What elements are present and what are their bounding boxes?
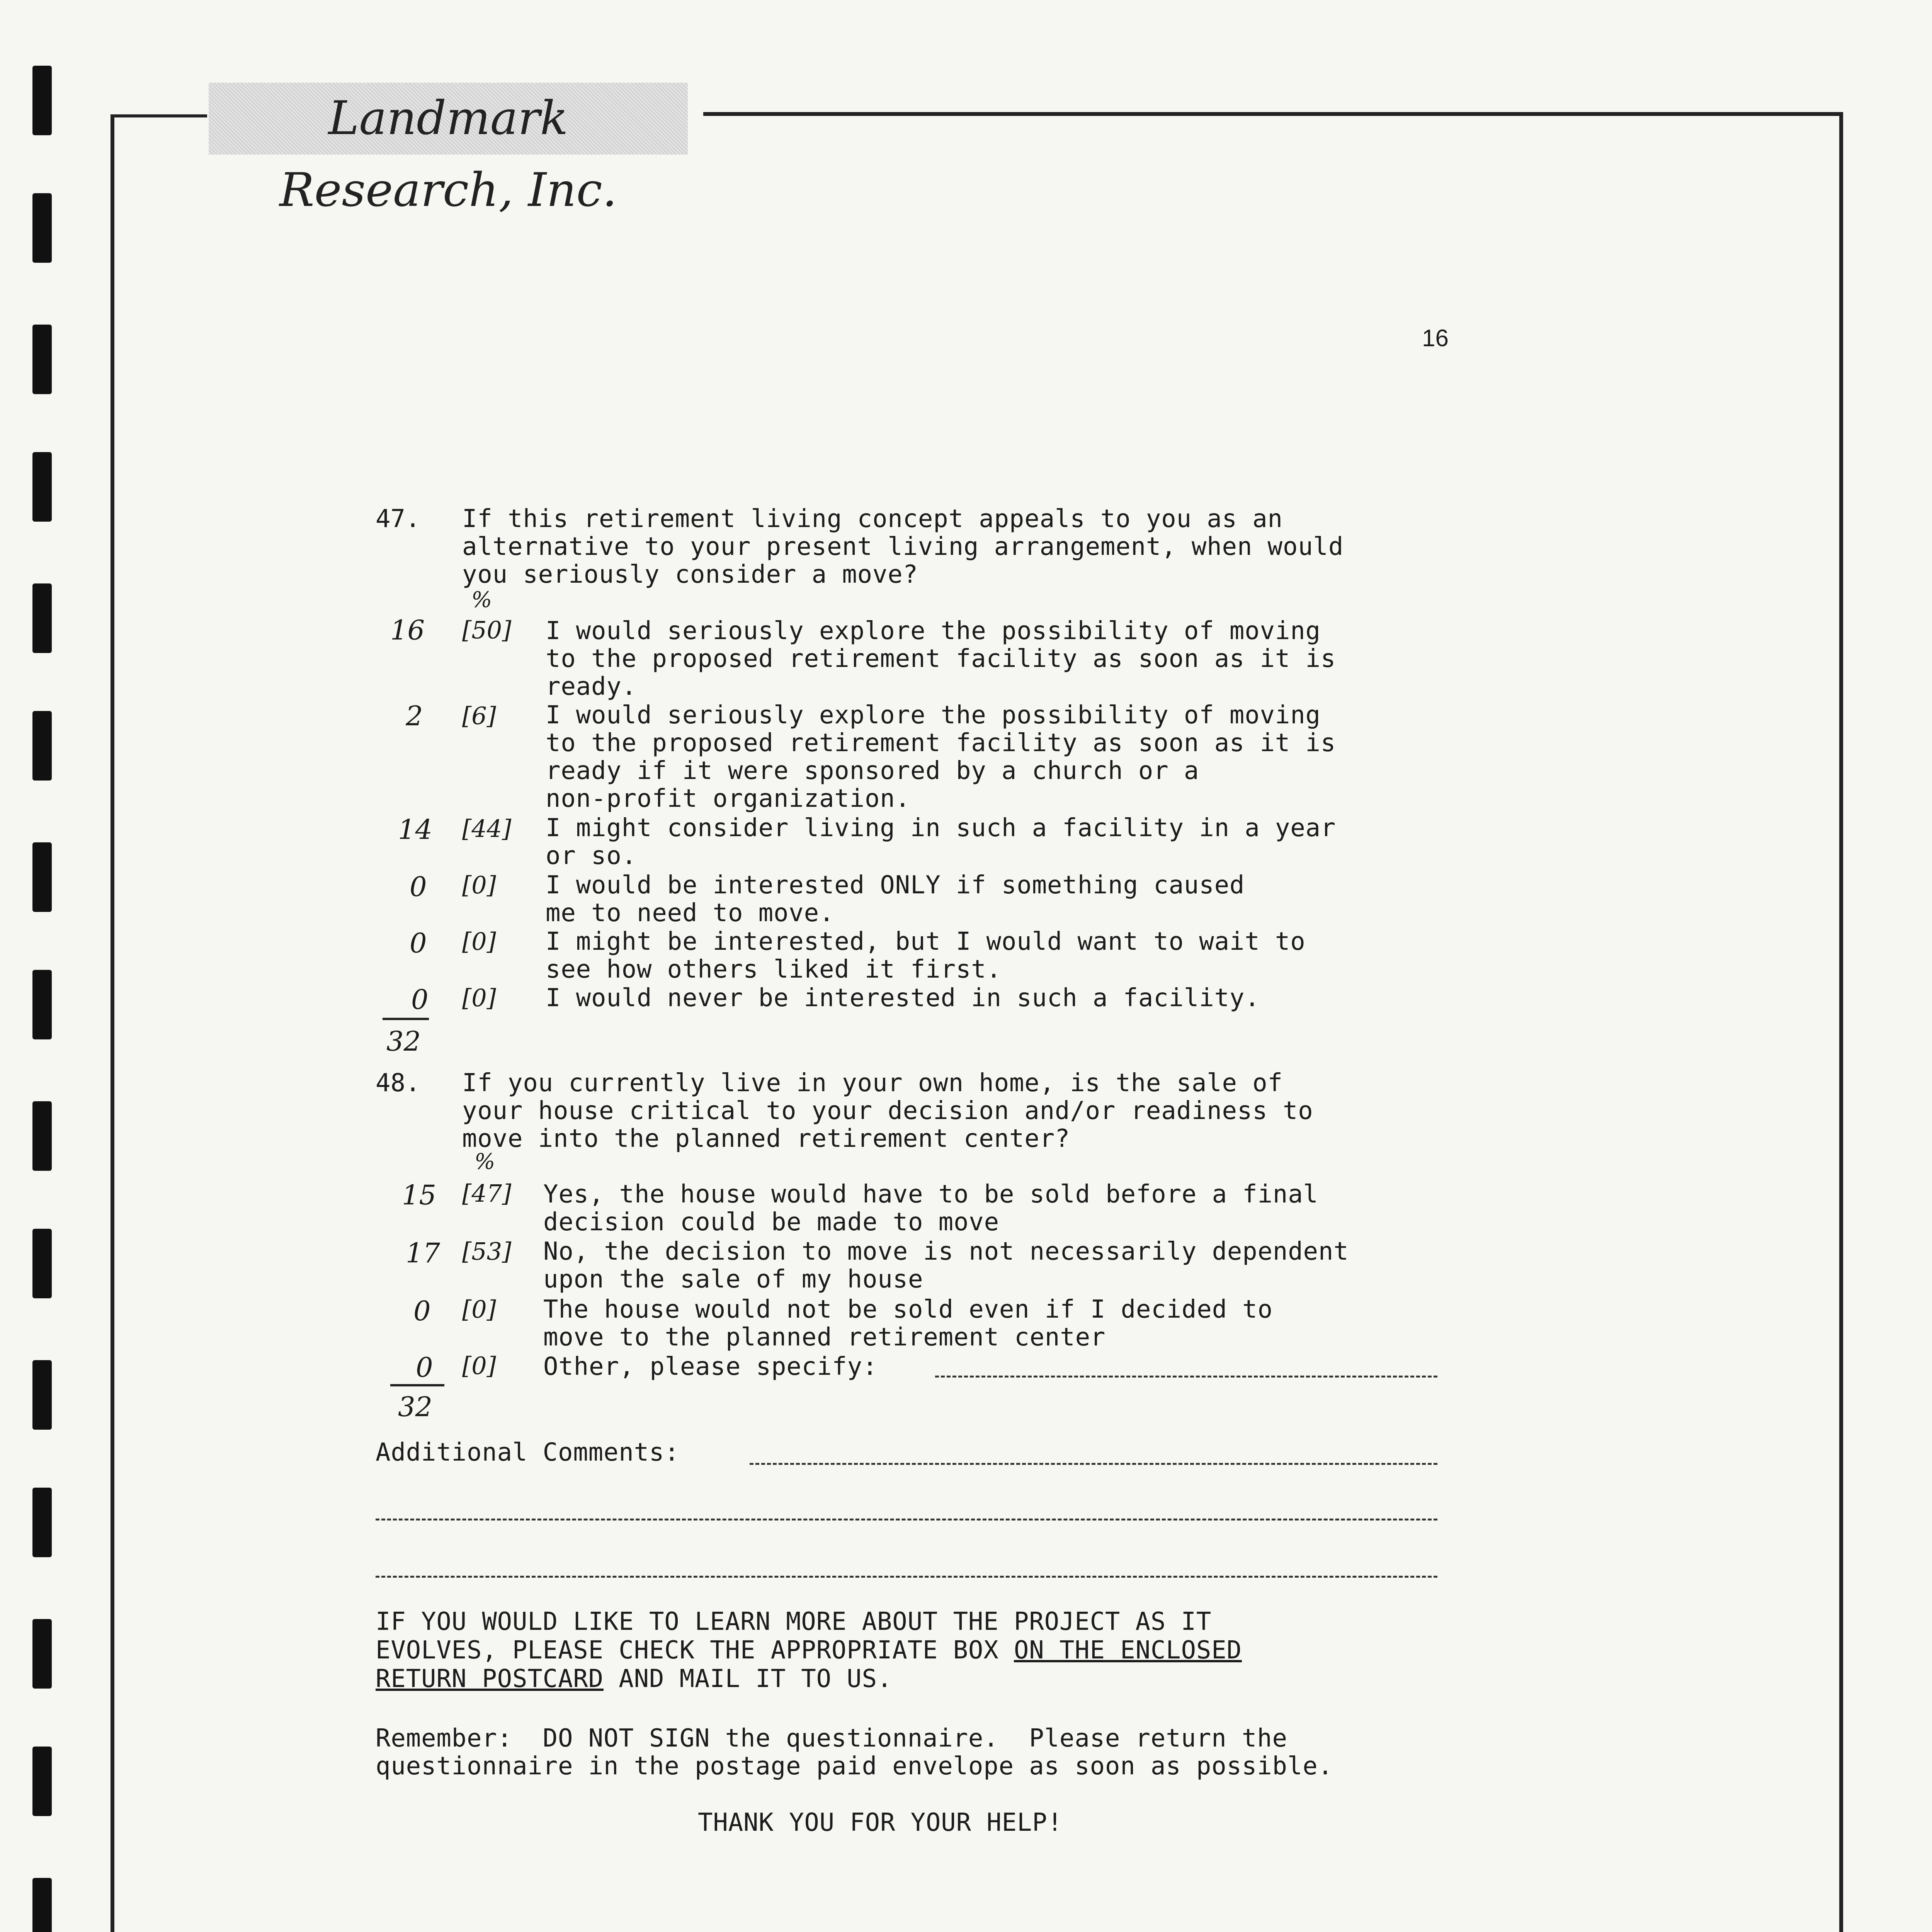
response-percent: [6] [462, 702, 496, 730]
thank-you-text: THANK YOU FOR YOUR HELP! [698, 1808, 1063, 1837]
option-text: ready. [546, 672, 637, 701]
question-text: you seriously consider a move? [462, 560, 918, 589]
binder-hole [32, 842, 52, 912]
page-number: 16 [1422, 325, 1449, 352]
option-text: move to the planned retirement center [543, 1323, 1106, 1352]
response-count: 14 [398, 814, 433, 845]
response-percent: [50] [462, 616, 512, 644]
binder-hole [32, 1101, 52, 1171]
response-count: 0 [413, 1295, 431, 1327]
remember-text: questionnaire in the postage paid envelope as soon as possible. [376, 1752, 1333, 1781]
question-text: If you currently live in your own home, is the sale of [462, 1069, 1283, 1097]
option-text: to the proposed retirement facility as soon as it is [546, 729, 1336, 757]
response-count: 0 [410, 871, 427, 903]
frame-top-border [111, 114, 207, 117]
other-specify-field[interactable] [935, 1376, 1437, 1378]
question-number: 48. [376, 1069, 420, 1097]
option-text: Yes, the house would have to be sold before a final [543, 1180, 1318, 1209]
total-rule [383, 1018, 429, 1020]
comments-line[interactable] [376, 1576, 1437, 1578]
notice-text-plain: EVOLVES, PLEASE CHECK THE APPROPRIATE BOX [376, 1636, 1014, 1665]
option-text: non-profit organization. [546, 784, 910, 813]
question-number: 47. [376, 505, 420, 533]
option-text: I would seriously explore the possibility of moving [546, 617, 1321, 645]
binder-hole [32, 1488, 52, 1557]
comments-label: Additional Comments: [376, 1438, 680, 1467]
binder-hole [32, 583, 52, 653]
response-count: 16 [390, 614, 425, 646]
response-count: 17 [406, 1237, 440, 1269]
binder-hole [32, 1747, 52, 1816]
option-text: upon the sale of my house [543, 1265, 923, 1294]
binder-hole [32, 970, 52, 1039]
binder-hole [32, 452, 52, 522]
question-text: move into the planned retirement center? [462, 1124, 1070, 1153]
response-count: 0 [411, 984, 429, 1015]
question-text: alternative to your present living arrangement, when would [462, 532, 1344, 561]
binder-hole [32, 66, 52, 135]
response-percent: [0] [462, 871, 496, 899]
option-text: I might be interested, but I would want to wait to [546, 927, 1306, 956]
notice-text-underlined: ON THE ENCLOSED [1014, 1636, 1242, 1665]
binder-hole [32, 1229, 52, 1298]
response-percent: [0] [462, 1352, 496, 1380]
response-percent: [47] [462, 1179, 512, 1208]
response-percent: [0] [462, 927, 496, 956]
binder-hole [32, 1360, 52, 1430]
frame-right-border [1839, 114, 1843, 1932]
binder-hole [32, 1878, 52, 1932]
binder-hole [32, 1619, 52, 1689]
percent-symbol: % [474, 1149, 495, 1174]
option-text: I would seriously explore the possibility of moving [546, 701, 1321, 730]
notice-text [376, 1665, 892, 1693]
response-total: 32 [386, 1026, 421, 1057]
response-percent: [53] [462, 1237, 512, 1265]
option-text: I would never be interested in such a facility. [546, 984, 1260, 1012]
binder-hole [32, 193, 52, 263]
remember-text: Remember: DO NOT SIGN the questionnaire. Please return the [376, 1724, 1287, 1753]
response-percent: [0] [462, 984, 496, 1012]
total-rule [390, 1384, 444, 1386]
response-percent: [44] [462, 815, 512, 843]
option-text: No, the decision to move is not necessarily dependent [543, 1237, 1349, 1266]
option-text: decision could be made to move [543, 1208, 999, 1236]
question-text: your house critical to your decision and/or readiness to [462, 1097, 1313, 1125]
response-count: 0 [410, 927, 427, 959]
comments-line[interactable] [376, 1519, 1437, 1520]
option-text: The house would not be sold even if I decided to [543, 1295, 1273, 1324]
option-text: Other, please specify: [543, 1352, 878, 1381]
percent-symbol: % [471, 587, 492, 612]
option-text: I would be interested ONLY if something caused [546, 871, 1245, 900]
response-total: 32 [398, 1391, 433, 1423]
response-percent: [0] [462, 1295, 496, 1323]
notice-text: IF YOU WOULD LIKE TO LEARN MORE ABOUT THE PROJECT AS IT [376, 1607, 1212, 1636]
response-count: 15 [402, 1179, 437, 1211]
option-text: I might consider living in such a facility in a year [546, 814, 1336, 842]
frame-left-border [111, 114, 114, 1932]
option-text: me to need to move. [546, 899, 835, 927]
notice-text-underlined: RETURN POSTCARD [376, 1665, 604, 1693]
notice-text-plain: AND MAIL IT TO US. [603, 1665, 893, 1693]
response-count: 0 [416, 1352, 433, 1383]
option-text: to the proposed retirement facility as soon as it is [546, 645, 1336, 673]
question-text: If this retirement living concept appeals to you as an [462, 505, 1283, 533]
response-count: 2 [406, 700, 423, 732]
binder-hole [32, 711, 52, 781]
binder-hole [32, 325, 52, 394]
notice-text [376, 1636, 1242, 1665]
company-logo: Landmark Research, Inc. [209, 83, 688, 155]
option-text: ready if it were sponsored by a church or a [546, 757, 1199, 785]
frame-top-border [703, 112, 1843, 116]
option-text: or so. [546, 842, 637, 870]
comments-line[interactable] [750, 1463, 1437, 1465]
option-text: see how others liked it first. [546, 955, 1002, 984]
